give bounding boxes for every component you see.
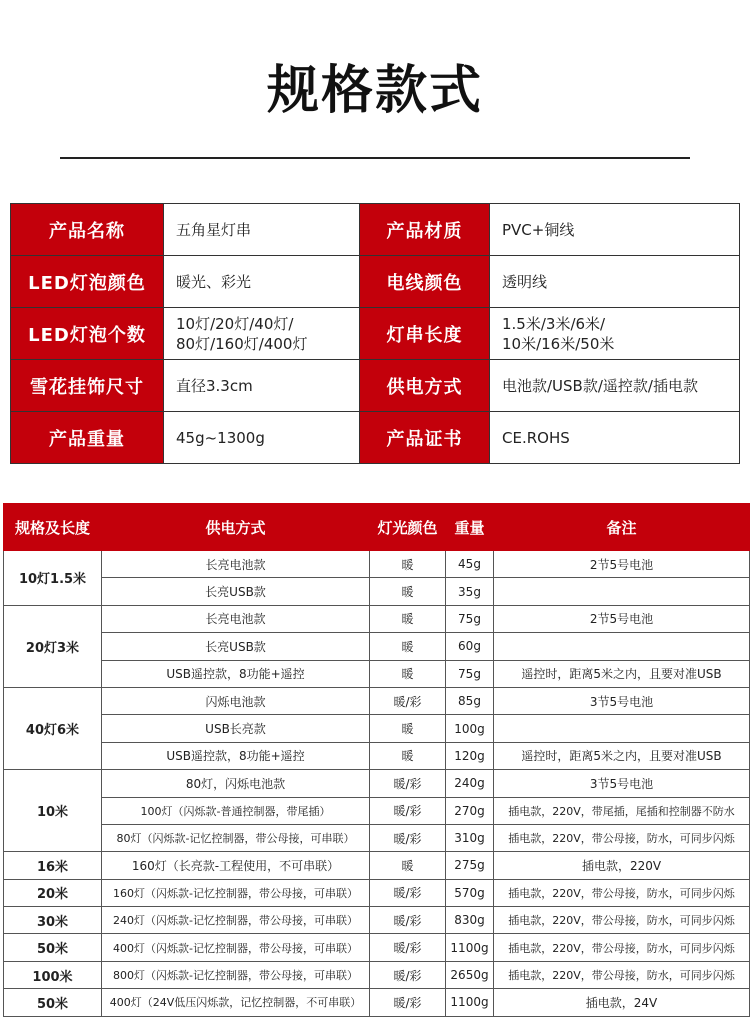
spec-value xyxy=(490,308,740,360)
spec-group-cell: 50米 xyxy=(4,989,102,1016)
spec-row xyxy=(11,360,740,412)
note-cell: 插电款，220V，带公母接，防水，可同步闪烁 xyxy=(494,934,750,961)
note-cell: 插电款，24V xyxy=(494,989,750,1016)
spec-value-line: 10灯/20灯/40灯/ xyxy=(176,314,294,333)
power-cell: USB长亮款 xyxy=(102,715,370,742)
weight-cell: 85g xyxy=(446,687,494,714)
weight-cell: 75g xyxy=(446,605,494,632)
note-cell: 3节5号电池 xyxy=(494,687,750,714)
spec-label: 产品证书 xyxy=(360,412,490,464)
power-cell: 80灯（闪烁款-记忆控制器，带公母接，可串联） xyxy=(102,824,370,851)
spec-label: 产品材质 xyxy=(360,204,490,256)
color-cell: 暖 xyxy=(370,551,446,578)
table-row xyxy=(4,907,750,934)
spec-group-cell: 20米 xyxy=(4,879,102,906)
spec-value xyxy=(164,308,360,360)
weight-cell: 100g xyxy=(446,715,494,742)
note-cell: 遥控时，距离5米之内，且要对准USB xyxy=(494,660,750,687)
table-row xyxy=(4,989,750,1016)
spec-row xyxy=(11,412,740,464)
spec-group-cell: 16米 xyxy=(4,852,102,879)
color-cell: 暖/彩 xyxy=(370,770,446,797)
table-row xyxy=(4,660,750,687)
color-cell: 暖 xyxy=(370,852,446,879)
spec-value: CE.ROHS xyxy=(490,412,740,464)
spec-label: 电线颜色 xyxy=(360,256,490,308)
spec-label: LED灯泡个数 xyxy=(11,308,164,360)
spec-value: 直径3.3cm xyxy=(164,360,360,412)
color-cell: 暖 xyxy=(370,578,446,605)
note-cell xyxy=(494,578,750,605)
power-cell: USB遥控款，8功能+遥控 xyxy=(102,742,370,769)
column-header: 备注 xyxy=(494,504,750,551)
color-cell: 暖/彩 xyxy=(370,687,446,714)
spec-label: 灯串长度 xyxy=(360,308,490,360)
table-row xyxy=(4,605,750,632)
weight-cell: 45g xyxy=(446,551,494,578)
power-cell: 240灯（闪烁款-记忆控制器，带公母接，可串联） xyxy=(102,907,370,934)
table-row xyxy=(4,715,750,742)
power-cell: 800灯（闪烁款-记忆控制器，带公母接，可串联） xyxy=(102,961,370,988)
column-header: 规格及长度 xyxy=(4,504,102,551)
column-header: 重量 xyxy=(446,504,494,551)
color-cell: 暖/彩 xyxy=(370,824,446,851)
power-cell: USB遥控款，8功能+遥控 xyxy=(102,660,370,687)
power-cell: 长亮电池款 xyxy=(102,551,370,578)
detail-table xyxy=(3,503,750,1017)
table-row xyxy=(4,770,750,797)
spec-group-cell: 30米 xyxy=(4,907,102,934)
power-cell: 长亮USB款 xyxy=(102,633,370,660)
weight-cell: 1100g xyxy=(446,934,494,961)
spec-value-line: 10米/16米/50米 xyxy=(502,334,615,353)
color-cell: 暖/彩 xyxy=(370,961,446,988)
spec-value: 45g~1300g xyxy=(164,412,360,464)
note-cell: 遥控时，距离5米之内，且要对准USB xyxy=(494,742,750,769)
detail-header-row xyxy=(4,504,750,551)
color-cell: 暖 xyxy=(370,660,446,687)
color-cell: 暖/彩 xyxy=(370,989,446,1016)
table-row xyxy=(4,852,750,879)
color-cell: 暖 xyxy=(370,633,446,660)
spec-row xyxy=(11,308,740,360)
color-cell: 暖 xyxy=(370,715,446,742)
weight-cell: 310g xyxy=(446,824,494,851)
weight-cell: 270g xyxy=(446,797,494,824)
weight-cell: 2650g xyxy=(446,961,494,988)
power-cell: 长亮电池款 xyxy=(102,605,370,632)
note-cell xyxy=(494,633,750,660)
spec-row xyxy=(11,204,740,256)
table-row xyxy=(4,633,750,660)
spec-label: LED灯泡颜色 xyxy=(11,256,164,308)
note-cell: 3节5号电池 xyxy=(494,770,750,797)
power-cell: 160灯（闪烁款-记忆控制器，带公母接，可串联） xyxy=(102,879,370,906)
spec-label: 雪花挂饰尺寸 xyxy=(11,360,164,412)
note-cell: 2节5号电池 xyxy=(494,605,750,632)
spec-value-line: 80灯/160灯/400灯 xyxy=(176,334,308,353)
table-row xyxy=(4,578,750,605)
column-header: 供电方式 xyxy=(102,504,370,551)
color-cell: 暖/彩 xyxy=(370,934,446,961)
power-cell: 100灯（闪烁款-普通控制器，带尾插） xyxy=(102,797,370,824)
table-row xyxy=(4,879,750,906)
spec-group-cell: 100米 xyxy=(4,961,102,988)
spec-value-line: 1.5米/3米/6米/ xyxy=(502,314,606,333)
weight-cell: 275g xyxy=(446,852,494,879)
color-cell: 暖 xyxy=(370,605,446,632)
spec-value: PVC+铜线 xyxy=(490,204,740,256)
color-cell: 暖/彩 xyxy=(370,907,446,934)
table-row xyxy=(4,961,750,988)
power-cell: 80灯，闪烁电池款 xyxy=(102,770,370,797)
color-cell: 暖/彩 xyxy=(370,879,446,906)
spec-table xyxy=(10,203,740,464)
spec-row xyxy=(11,256,740,308)
spec-value: 电池款/USB款/遥控款/插电款 xyxy=(490,360,740,412)
table-row xyxy=(4,797,750,824)
spec-value: 暖光、彩光 xyxy=(164,256,360,308)
color-cell: 暖 xyxy=(370,742,446,769)
spec-group-cell: 40灯6米 xyxy=(4,687,102,769)
power-cell: 400灯（闪烁款-记忆控制器，带公母接，可串联） xyxy=(102,934,370,961)
table-row xyxy=(4,687,750,714)
table-row xyxy=(4,551,750,578)
title-divider xyxy=(60,157,690,159)
spec-group-cell: 20灯3米 xyxy=(4,605,102,687)
spec-label: 产品名称 xyxy=(11,204,164,256)
weight-cell: 35g xyxy=(446,578,494,605)
weight-cell: 120g xyxy=(446,742,494,769)
weight-cell: 570g xyxy=(446,879,494,906)
weight-cell: 240g xyxy=(446,770,494,797)
weight-cell: 830g xyxy=(446,907,494,934)
page-title: 规格款式 xyxy=(266,61,483,121)
spec-group-cell: 50米 xyxy=(4,934,102,961)
spec-label: 供电方式 xyxy=(360,360,490,412)
color-cell: 暖/彩 xyxy=(370,797,446,824)
weight-cell: 75g xyxy=(446,660,494,687)
spec-label: 产品重量 xyxy=(11,412,164,464)
power-cell: 160灯（长亮款-工程使用，不可串联） xyxy=(102,852,370,879)
spec-value: 透明线 xyxy=(490,256,740,308)
spec-value: 五角星灯串 xyxy=(164,204,360,256)
weight-cell: 1100g xyxy=(446,989,494,1016)
note-cell: 插电款，220V，带公母接，防水，可同步闪烁 xyxy=(494,824,750,851)
power-cell: 闪烁电池款 xyxy=(102,687,370,714)
table-row xyxy=(4,742,750,769)
weight-cell: 60g xyxy=(446,633,494,660)
note-cell: 插电款，220V，带尾插，尾插和控制器不防水 xyxy=(494,797,750,824)
power-cell: 长亮USB款 xyxy=(102,578,370,605)
note-cell: 插电款，220V xyxy=(494,852,750,879)
table-row xyxy=(4,934,750,961)
power-cell: 400灯（24V低压闪烁款，记忆控制器，不可串联） xyxy=(102,989,370,1016)
note-cell xyxy=(494,715,750,742)
table-row xyxy=(4,824,750,851)
spec-group-cell: 10灯1.5米 xyxy=(4,551,102,606)
note-cell: 插电款，220V，带公母接，防水，可同步闪烁 xyxy=(494,879,750,906)
note-cell: 插电款，220V，带公母接，防水，可同步闪烁 xyxy=(494,961,750,988)
column-header: 灯光颜色 xyxy=(370,504,446,551)
note-cell: 插电款，220V，带公母接，防水，可同步闪烁 xyxy=(494,907,750,934)
note-cell: 2节5号电池 xyxy=(494,551,750,578)
spec-group-cell: 10米 xyxy=(4,770,102,852)
